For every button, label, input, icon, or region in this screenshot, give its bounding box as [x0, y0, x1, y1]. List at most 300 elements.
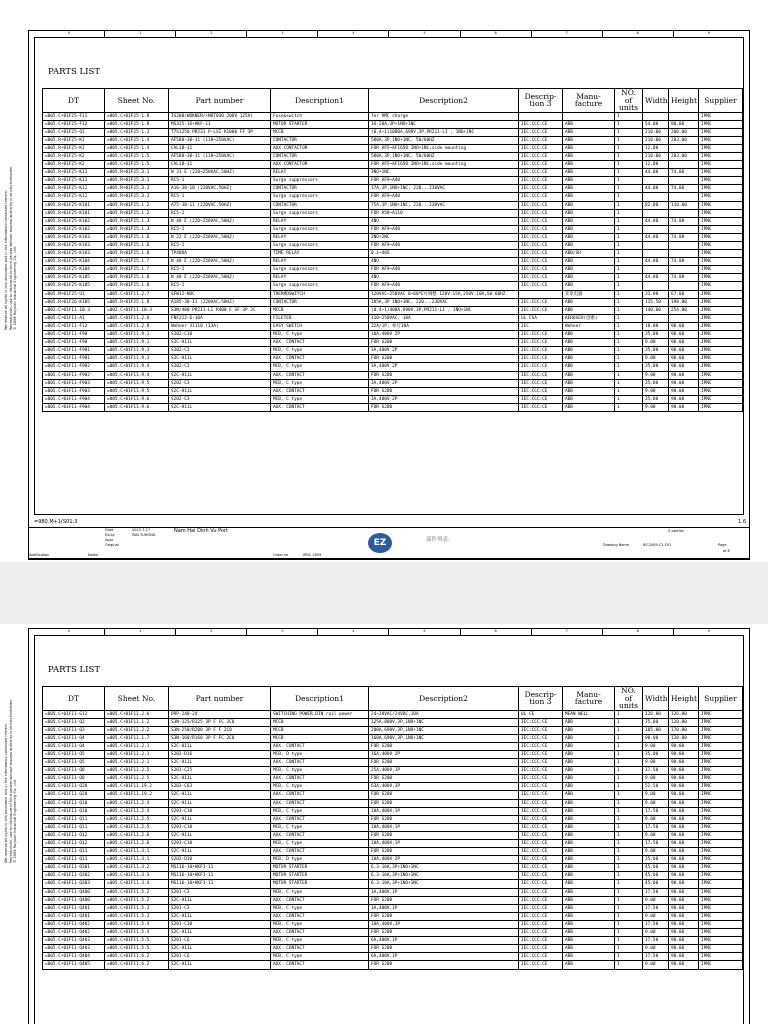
parts-table: [42, 88, 743, 412]
table-cell: =005.C+01F11-Q301: [43, 864, 105, 872]
ruler-column-number: 3: [247, 628, 318, 635]
table-cell: =005.C+01F11-F902: [43, 363, 105, 371]
table-cell: 3NO+1NC: [369, 169, 519, 177]
table-cell: ABB: [563, 217, 615, 225]
table-cell: 90.00: [669, 759, 699, 767]
table-cell: ABB: [563, 201, 615, 209]
table-cell: RELAY: [271, 233, 369, 241]
table-cell: 44.00: [643, 217, 669, 225]
table-cell: RELAY: [271, 274, 369, 282]
table-row: [43, 347, 743, 355]
table-cell: 1: [615, 872, 643, 880]
table-row: [43, 840, 743, 848]
table-body: [43, 112, 743, 411]
column-ruler: [34, 628, 744, 635]
table-cell: 9.00: [643, 742, 669, 750]
table-cell: [643, 112, 669, 120]
table-cell: IEC:CCC:CE: [519, 169, 563, 177]
table-cell: 1: [615, 209, 643, 217]
table-cell: IPNC: [699, 937, 743, 945]
table-cell: 10A,400V,1P: [369, 823, 519, 831]
table-cell: IPNC: [699, 831, 743, 839]
table-cell: 90.00: [669, 775, 699, 783]
table-cell: =005.R+01F25.1.3: [105, 225, 169, 233]
table-cell: ABB: [563, 387, 615, 395]
table-cell: IEC:CCC:CE: [519, 767, 563, 775]
name-label: Name: [88, 553, 99, 557]
table-row: [43, 807, 743, 815]
table-cell: 140.00: [643, 306, 669, 314]
side-notice-line: We reserve all rights in this document and in the information contained therein.: [4, 190, 8, 330]
table-cell: S2C-H11L: [169, 961, 271, 969]
table-cell: ABB: [563, 767, 615, 775]
table-cell: =005.C+01F11-F901: [43, 355, 105, 363]
table-row: [43, 274, 743, 282]
drawing-sheet-2: [0, 628, 768, 1024]
table-cell: MCCB: [271, 734, 369, 742]
table-cell: 9.00: [643, 355, 669, 363]
table-cell: MCB, C type: [271, 807, 369, 815]
table-cell: 80.00: [669, 120, 699, 128]
table-cell: IEC:CCC:CE: [519, 347, 563, 355]
table-cell: S201-C25: [169, 767, 271, 775]
table-cell: 90.00: [669, 322, 699, 330]
table-cell: =005.C+01F11.9.4: [105, 371, 169, 379]
table-cell: FOR AF9~A40: [369, 177, 519, 185]
table-cell: IEC:CCC:CE: [519, 953, 563, 961]
table-cell: 90.00: [669, 331, 699, 339]
side-notice-line: © 2009 Ruiyuan Industrial Engineering Co., Ltd.: [13, 778, 17, 863]
table-cell: =005.R+01F25.1.2: [105, 201, 169, 209]
table-cell: IPNC: [699, 387, 743, 395]
table-row: [43, 945, 743, 953]
table-body: [43, 710, 743, 969]
table-cell: 1: [615, 144, 643, 152]
table-row: [43, 896, 743, 904]
table-cell: CONTACTOR: [271, 136, 369, 144]
table-cell: 35.00: [643, 379, 669, 387]
table-cell: 90.00: [669, 953, 699, 961]
parts-list-title: PARTS LIST: [48, 665, 101, 675]
table-cell: ABB: [563, 266, 615, 274]
table-cell: IEC:CCC:CE: [519, 937, 563, 945]
table-cell: T7S1250 PR231 P-LSI R1000 FF 3P: [169, 128, 271, 136]
table-cell: 16-20A,3P+1NO+1NC: [369, 120, 519, 128]
table-cell: S2C-H11L: [169, 387, 271, 395]
table-cell: =005.C+01F11-F901: [43, 347, 105, 355]
table-cell: =005.C+01F11.2.4: [105, 807, 169, 815]
table-cell: =005.R+01F25-K101: [43, 209, 105, 217]
table-cell: 18.00: [643, 322, 669, 330]
table-cell: 3A,400V,1P: [369, 904, 519, 912]
table-cell: ABB: [563, 258, 615, 266]
table-cell: 45.00: [643, 872, 669, 880]
table-cell: 185A,3P 1NO+1NC, 220...230VAC: [369, 298, 519, 306]
table-cell: IPNC: [699, 807, 743, 815]
table-cell: 74.00: [669, 169, 699, 177]
table-cell: AUX CONTACTOR: [271, 144, 369, 152]
table-cell: IPNC: [699, 864, 743, 872]
table-cell: 90.00: [669, 379, 699, 387]
table-row: [43, 169, 743, 177]
table-cell: AUX. CONTACT: [271, 403, 369, 411]
table-cell: 12.00: [643, 144, 669, 152]
table-cell: ABB: [563, 274, 615, 282]
table-cell: 17.50: [643, 953, 669, 961]
table-cell: IPNC: [699, 339, 743, 347]
table-cell: RELAY: [271, 169, 369, 177]
table-row: [43, 161, 743, 169]
table-cell: 1: [615, 831, 643, 839]
table-cell: =005.R+01F25.1.8: [105, 250, 169, 258]
table-cell: =005.R+01F25.1.7: [105, 258, 169, 266]
table-cell: =005.C+01F11.5.5: [105, 937, 169, 945]
table-cell: AUX CONTACTOR: [271, 161, 369, 169]
table-cell: 10A,400V,1P: [369, 807, 519, 815]
column-header: Part number: [169, 89, 271, 113]
table-cell: N 40 E (220~250VAC,50HZ): [169, 274, 271, 282]
table-cell: MOTOR STARTER: [271, 872, 369, 880]
table-cell: [643, 193, 669, 201]
table-cell: IEC:CCC:CE: [519, 783, 563, 791]
table-cell: FOR A50~A110: [369, 209, 519, 217]
table-row: [43, 387, 743, 395]
table-cell: IPNC: [699, 120, 743, 128]
table-cell: ABB: [563, 225, 615, 233]
table-cell: 17.50: [643, 807, 669, 815]
table-cell: =005.C+01F11-Q401: [43, 912, 105, 920]
table-cell: 1: [615, 185, 643, 193]
table-cell: =005.C+01F11.9.5: [105, 379, 169, 387]
table-cell: 90.00: [669, 815, 699, 823]
table-cell: 1: [615, 929, 643, 937]
table-cell: IPNC: [699, 823, 743, 831]
table-cell: 1: [615, 750, 643, 758]
table-cell: FOR S200: [369, 848, 519, 856]
ruler-column-number: 7: [532, 30, 603, 37]
table-cell: RC5-1: [169, 193, 271, 201]
table-row: [43, 799, 743, 807]
table-cell: 9.00: [643, 403, 669, 411]
table-cell: 90.00: [669, 791, 699, 799]
table-cell: 90.00: [669, 355, 699, 363]
table-cell: S3N-250/R200 3P F F 2C0: [169, 726, 271, 734]
drawing-sheet-1: [0, 30, 768, 560]
table-cell: ABB: [563, 872, 615, 880]
table-cell: N 22 E (220~250VAC,50HZ): [169, 233, 271, 241]
table-cell: 90.00: [669, 339, 699, 347]
table-cell: ABB: [563, 331, 615, 339]
table-cell: 17.50: [643, 823, 669, 831]
table-cell: =005.C+01F11-Q5: [43, 750, 105, 758]
table-row: [43, 848, 743, 856]
table-cell: ABB: [563, 209, 615, 217]
table-cell: FOR AF9~A40: [369, 266, 519, 274]
table-cell: S3N-160/R160 3P F FC 2C0: [169, 734, 271, 742]
table-row: [43, 225, 743, 233]
table-cell: =005.C+01F11-F902: [43, 371, 105, 379]
table-cell: (0.4~1)400A,690V,3P,PR211-LI , 1NO+1NC: [369, 306, 519, 314]
table-cell: S202-C3: [169, 347, 271, 355]
ruler-column-number: 6: [461, 628, 532, 635]
table-cell: =005.C+01F11.5.2: [105, 896, 169, 904]
table-cell: [643, 209, 669, 217]
table-cell: TIME RELAY: [271, 250, 369, 258]
ruler-column-number: 1: [105, 628, 176, 635]
table-cell: AUX. CONTACT: [271, 339, 369, 347]
table-cell: [669, 314, 699, 322]
table-cell: ABB: [563, 815, 615, 823]
table-cell: MCB, C type: [271, 363, 369, 371]
table-cell: 35.00: [643, 750, 669, 758]
table-cell: 1: [615, 856, 643, 864]
table-cell: MCB, C type: [271, 331, 369, 339]
table-row: [43, 742, 743, 750]
table-cell: 1: [615, 912, 643, 920]
column-header: Width: [643, 89, 669, 113]
table-cell: 74.00: [669, 233, 699, 241]
table-cell: IPNC: [699, 185, 743, 193]
table-cell: RC5-1: [169, 177, 271, 185]
table-cell: MCB, C type: [271, 395, 369, 403]
table-cell: ABB: [563, 120, 615, 128]
table-cell: S2C-H11L: [169, 815, 271, 823]
table-cell: =005.C+01F11.2.2: [105, 726, 169, 734]
table-row: [43, 314, 743, 322]
table-cell: 1: [615, 128, 643, 136]
table-cell: FOR S200: [369, 799, 519, 807]
table-cell: 90.00: [669, 864, 699, 872]
table-cell: FOR S200: [369, 387, 519, 395]
ruler-column-number: 6: [461, 30, 532, 37]
table-cell: 9.00: [643, 961, 669, 969]
table-cell: 1: [615, 937, 643, 945]
table-cell: [643, 314, 669, 322]
table-cell: IEC: [519, 322, 563, 330]
table-cell: AUX. CONTACT: [271, 945, 369, 953]
table-cell: 1: [615, 734, 643, 742]
table-cell: 9.00: [643, 387, 669, 395]
order-label: Order.no: [273, 553, 289, 557]
table-cell: [669, 250, 699, 258]
table-cell: S2C-H11L: [169, 339, 271, 347]
table-cell: 4NO: [369, 217, 519, 225]
table-cell: IEC:CCC:CE: [519, 718, 563, 726]
table-cell: IEC:CCC:CE: [519, 250, 563, 258]
table-cell: IPNC: [699, 112, 743, 120]
table-cell: ABB: [563, 937, 615, 945]
page-number: 1.6: [738, 519, 746, 525]
table-cell: AUX. CONTACT: [271, 799, 369, 807]
table-cell: IEC:CCC:CE: [519, 209, 563, 217]
table-cell: 0.1~40S: [369, 250, 519, 258]
table-cell: 1: [615, 306, 643, 314]
table-row: [43, 185, 743, 193]
column-header: Manu- facture: [563, 687, 615, 711]
table-cell: 4NO: [369, 274, 519, 282]
ruler-column-number: 3: [247, 30, 318, 37]
table-cell: FOR S200: [369, 945, 519, 953]
table-cell: =005.R+01F25-K101: [43, 201, 105, 209]
table-cell: [519, 290, 563, 298]
table-cell: IPNC: [699, 298, 743, 306]
table-cell: ABB: [563, 783, 615, 791]
table-cell: 1: [615, 347, 643, 355]
table-cell: S2C-H11L: [169, 945, 271, 953]
table-cell: IEC:CCC:CE: [519, 258, 563, 266]
table-cell: AF580-30-11 (110~250VAC): [169, 152, 271, 160]
table-cell: ABB: [563, 233, 615, 241]
table-cell: IEC:CCC:CE: [519, 242, 563, 250]
table-cell: 1: [615, 904, 643, 912]
table-cell: S2C-H11L: [169, 403, 271, 411]
table-cell: S201-C6: [169, 937, 271, 945]
table-cell: =005.C+01F11.2.5: [105, 767, 169, 775]
table-cell: ABB: [563, 718, 615, 726]
table-cell: =005.C+01F11.5.3: [105, 904, 169, 912]
table-cell: IPNC: [699, 880, 743, 888]
table-cell: =005.C+01F11-F903: [43, 387, 105, 395]
table-cell: IS200/WOKNER/+N8T030 200V 125A(: [169, 112, 271, 120]
table-cell: =005.C+01F25-F11: [43, 112, 105, 120]
table-cell: ABB: [563, 823, 615, 831]
table-cell: 1: [615, 225, 643, 233]
table-cell: IEC:CCC:CE: [519, 929, 563, 937]
table-cell: ABB: [563, 282, 615, 290]
table-cell: S2C-H11L: [169, 929, 271, 937]
table-cell: =005.C+01F11.2.5: [105, 775, 169, 783]
column-header: Supplier: [699, 89, 743, 113]
page-label: Page: [718, 543, 727, 547]
table-cell: Surge suppressors: [271, 193, 369, 201]
table-cell: ABB: [563, 379, 615, 387]
table-cell: 16A,400V 2P: [369, 750, 519, 758]
table-cell: IPNC: [699, 266, 743, 274]
table-cell: A185-30-11 (220VAC,50HZ): [169, 298, 271, 306]
table-cell: 1: [615, 807, 643, 815]
table-row: [43, 363, 743, 371]
table-cell: IEC:CCC:CE: [519, 339, 563, 347]
table-cell: 90.00: [669, 823, 699, 831]
side-notice-line: Reproduction, use or disclosure to third parties without express authority is strictly forbidden.: [8, 165, 13, 330]
table-cell: ABB: [563, 750, 615, 758]
table-cell: AUX. CONTACT: [271, 912, 369, 920]
table-cell: 25A,400V,1P: [369, 767, 519, 775]
table-cell: =005.R+01F25-K104: [43, 266, 105, 274]
table-cell: ABB: [563, 888, 615, 896]
parts-table: [42, 686, 743, 970]
table-cell: =005.R+01F25-K12: [43, 185, 105, 193]
table-row: [43, 718, 743, 726]
table-cell: [669, 144, 699, 152]
table-cell: [643, 177, 669, 185]
table-cell: ABB: [563, 864, 615, 872]
table-cell: IEC:CCC:CE: [519, 233, 563, 241]
table-cell: ABB: [563, 807, 615, 815]
table-row: [43, 791, 743, 799]
table-cell: CONTACTOR: [271, 185, 369, 193]
table-cell: =005.C+01F11.19.2: [105, 791, 169, 799]
table-row: [43, 880, 743, 888]
table-cell: 74.00: [669, 217, 699, 225]
table-cell: 1: [615, 242, 643, 250]
table-row: [43, 209, 743, 217]
table-cell: IEC:CCC:CE: [519, 775, 563, 783]
table-cell: Surge suppressors: [271, 266, 369, 274]
table-cell: AF580-30-11 (110~250VAC): [169, 136, 271, 144]
table-cell: 82.00: [643, 201, 669, 209]
table-cell: S202-D10: [169, 856, 271, 864]
table-cell: ABB: [563, 193, 615, 201]
table-cell: IPNC: [699, 347, 743, 355]
table-cell: ABB: [563, 831, 615, 839]
table-cell: 74.00: [669, 185, 699, 193]
table-cell: ABB: [563, 759, 615, 767]
table-row: [43, 193, 743, 201]
date-value: 2013-7-17: [132, 528, 151, 532]
ruler-column-number: 2: [176, 30, 247, 37]
table-row: [43, 201, 743, 209]
table-cell: =005.R+01F25.1.8: [105, 298, 169, 306]
table-row: [43, 339, 743, 347]
table-cell: MCB, C type: [271, 347, 369, 355]
table-cell: =005.C+01F11.2.6: [105, 840, 169, 848]
table-cell: IPNC: [699, 161, 743, 169]
table-cell: 120.00: [669, 734, 699, 742]
table-row: [43, 961, 743, 969]
table-cell: 3A,400V 2P: [369, 395, 519, 403]
table-cell: 110.00: [669, 201, 699, 209]
table-cell: ABB: [563, 726, 615, 734]
table-cell: MCCB: [271, 718, 369, 726]
table-cell: 210.00: [643, 128, 669, 136]
table-cell: MCB, C type: [271, 823, 369, 831]
table-cell: FOR S200: [369, 815, 519, 823]
table-cell: IEC:CCC:CE: [519, 815, 563, 823]
table-cell: ABB/SH: [563, 250, 615, 258]
table-cell: =005.R+01F25-K12: [43, 193, 105, 201]
table-cell: =005.R+01F25-K105: [43, 282, 105, 290]
table-cell: 35.00: [643, 331, 669, 339]
table-cell: IPNC: [699, 379, 743, 387]
table-cell: IEC:CCC:CE: [519, 161, 563, 169]
ruler-column-number: 7: [532, 628, 603, 635]
table-cell: S2C-H11L: [169, 831, 271, 839]
order-value: IPNC-2009: [303, 553, 322, 557]
table-cell: FOR S200: [369, 355, 519, 363]
table-cell: Fuse&switch: [271, 112, 369, 120]
column-header: Width: [643, 687, 669, 711]
table-cell: =005.C+01F11.9.6: [105, 403, 169, 411]
table-cell: IEC:CCC:CE: [519, 152, 563, 160]
table-cell: S201-C10: [169, 840, 271, 848]
table-cell: 1: [615, 864, 643, 872]
table-cell: AEROSEV(创惠): [563, 314, 615, 322]
table-row: [43, 864, 743, 872]
table-cell: =005.C+01F11-Q12: [43, 831, 105, 839]
column-header: Description1: [271, 89, 369, 113]
table-cell: S201-C10: [169, 920, 271, 928]
table-cell: 580A,3P,1NO+1NC, 50/60HZ: [369, 136, 519, 144]
table-cell: FOR S200: [369, 831, 519, 839]
table-cell: 1: [615, 395, 643, 403]
table-cell: 1: [615, 120, 643, 128]
table-cell: 10A,400V,1P: [369, 920, 519, 928]
table-cell: =005.C+01F11-Q403: [43, 937, 105, 945]
table-cell: 17A,3P,1NO+1NC, 220...230VAC: [369, 185, 519, 193]
table-cell: 35.00: [643, 395, 669, 403]
column-ruler: [34, 30, 744, 37]
